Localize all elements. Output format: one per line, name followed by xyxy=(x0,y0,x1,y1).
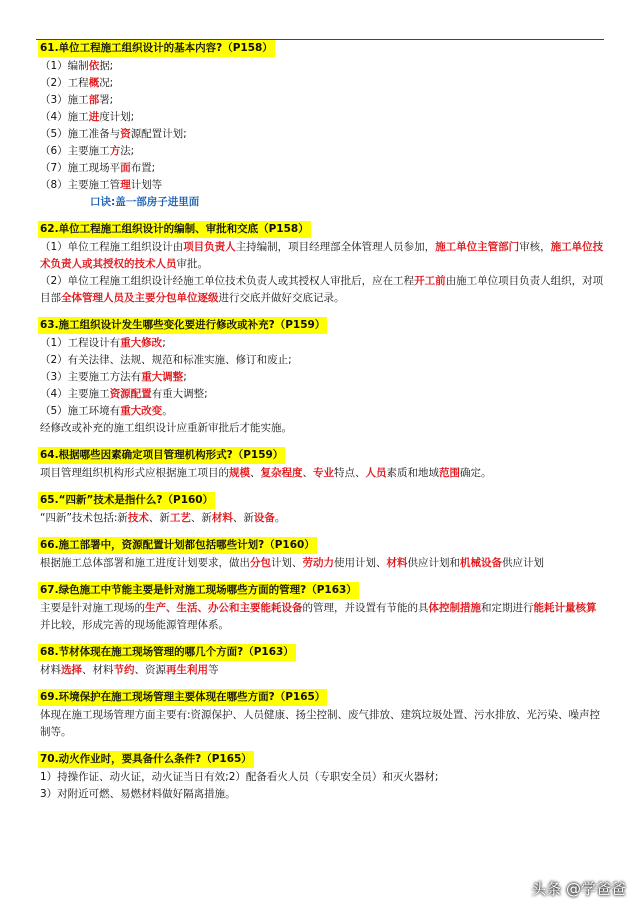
answer-text: 体现在施工现场管理方面主要有:资源保护、人员健康、扬尘控制、废气排放、建筑垃圾处置、污水排放、光污染、噪声控制等。 xyxy=(40,709,601,738)
answer-line xyxy=(38,160,604,177)
answer-line xyxy=(38,420,604,437)
answer-line xyxy=(38,335,604,352)
answer-text: 供应计划 xyxy=(502,557,544,569)
answer-text: 由施工单位项目负责人组织，对项目部 xyxy=(40,275,604,304)
question-heading: 70.动火作业时，要具备什么条件?（P165） xyxy=(38,751,254,768)
document-body xyxy=(38,38,604,811)
answer-text: 和定期进行 xyxy=(481,602,534,614)
answer-line xyxy=(38,92,604,109)
answer-text: 况; xyxy=(99,77,114,89)
answer-line xyxy=(38,239,604,273)
answer-text: 审批。 xyxy=(176,258,208,270)
answer-text: （1）编制 xyxy=(40,60,89,72)
question-heading: 69.环境保护在施工现场管理主要体现在哪些方面?（P165） xyxy=(38,689,327,706)
answer-text: 、资源 xyxy=(134,664,166,676)
highlight-term: 资源配置 xyxy=(109,388,152,400)
highlight-term: 分包 xyxy=(250,557,271,569)
answer-text: 根据施工总体部署和施工进度计划要求，做出 xyxy=(40,557,250,569)
answer-line xyxy=(38,662,604,679)
answer-text: 并比较，形成完善的现场能源管理体系。 xyxy=(40,619,229,631)
highlight-term: 重大修改 xyxy=(120,337,163,349)
answer-text: （6）主要施工 xyxy=(40,145,110,157)
highlight-term: 再生利用 xyxy=(166,664,208,676)
watermark: 头条 @学爸爸 xyxy=(531,880,626,898)
highlight-term: 劳动力 xyxy=(302,557,334,569)
answer-text: 经修改或补充的施工组织设计应重新审批后才能实施。 xyxy=(40,422,292,434)
answer-text: 、新 xyxy=(232,512,254,524)
question-heading: 66.施工部署中，资源配置计划都包括哪些计划?（P160） xyxy=(38,537,317,554)
answer-text: 项目管理组织机构形式应根据施工项目的 xyxy=(40,467,229,479)
answer-text: 等 xyxy=(208,664,219,676)
answer-line xyxy=(38,75,604,92)
answer-text: 、新 xyxy=(148,512,170,524)
answer-text: （1）工程设计有 xyxy=(40,337,121,349)
highlight-term: 开工前 xyxy=(414,275,446,287)
highlight-term: 方 xyxy=(109,145,121,157)
highlight-term: 概 xyxy=(88,77,100,89)
mnemonic: 口诀:盖一部房子进里面 xyxy=(90,196,200,208)
answer-text: （1）单位工程施工组织设计由 xyxy=(40,241,184,253)
answer-line xyxy=(38,600,604,634)
answer-text: 主要是针对施工现场的 xyxy=(40,602,145,614)
answer-text: 署; xyxy=(99,94,114,106)
highlight-term: 材料 xyxy=(386,557,408,569)
answer-text: （4）主要施工 xyxy=(40,388,110,400)
answer-text: 、 xyxy=(250,467,261,479)
answer-line xyxy=(38,769,604,786)
qa-section xyxy=(38,749,604,803)
answer-text: 进行交底并做好交底记录。 xyxy=(218,292,345,304)
answer-text: 1）持操作证、动火证，动火证当日有效;2）配备看火人员（专职安全员）和灭火器材; xyxy=(40,771,439,783)
answer-line xyxy=(38,707,604,741)
highlight-term: 生产、生活、办公和主要能耗设备 xyxy=(145,602,303,614)
highlight-term: 范围 xyxy=(439,467,460,479)
qa-section xyxy=(38,535,604,572)
highlight-term: 工艺 xyxy=(169,512,191,524)
qa-section xyxy=(38,687,604,741)
answer-text: 、材料 xyxy=(82,664,114,676)
highlight-term: 人员 xyxy=(365,467,387,479)
highlight-term: 材料 xyxy=(211,512,233,524)
answer-text: 、新 xyxy=(190,512,212,524)
answer-line xyxy=(38,386,604,403)
question-heading: 62.单位工程施工组织设计的编制、审批和交底（P158） xyxy=(38,221,311,238)
highlight-term: 重大调整 xyxy=(141,371,184,383)
answer-text: （3）施工 xyxy=(40,94,89,106)
answer-line xyxy=(38,273,604,307)
qa-section xyxy=(38,219,604,307)
answer-text: 、 xyxy=(302,467,313,479)
question-heading: 64.根据哪些因素确定项目管理机构形式?（P159） xyxy=(38,447,285,464)
answer-text: 主持编制，项目经理部全体管理人员参加， xyxy=(235,241,436,253)
answer-line xyxy=(38,786,604,803)
highlight-term: 能耗计量核算 xyxy=(533,602,597,614)
answer-text: （7）施工现场平 xyxy=(40,162,121,174)
answer-text: 度计划; xyxy=(99,111,135,123)
question-heading: 67.绿色施工中节能主要是针对施工现场哪些方面的管理?（P163） xyxy=(38,582,359,599)
answer-text: 确定。 xyxy=(460,467,492,479)
highlight-term: 体控制措施 xyxy=(428,602,481,614)
highlight-term: 项目负责人 xyxy=(183,241,236,253)
highlight-term: 进 xyxy=(88,111,100,123)
highlight-term: 节约 xyxy=(113,664,135,676)
highlight-term: 专业 xyxy=(313,467,334,479)
answer-text: 。 xyxy=(274,512,286,524)
highlight-term: 理 xyxy=(120,179,131,191)
answer-line xyxy=(38,510,604,527)
answer-text: 计划等 xyxy=(130,179,163,191)
answer-text: 据; xyxy=(99,60,114,72)
qa-section xyxy=(38,490,604,527)
highlight-term: 设备 xyxy=(253,512,275,524)
answer-line xyxy=(38,126,604,143)
answer-line xyxy=(38,143,604,160)
highlight-term: 规模 xyxy=(229,467,250,479)
qa-section xyxy=(38,38,604,211)
qa-section xyxy=(38,315,604,437)
highlight-term: 全体管理人员及主要分包单位逐级 xyxy=(61,292,219,304)
qa-section xyxy=(38,445,604,482)
highlight-term: 复杂程度 xyxy=(260,467,303,479)
answer-text: ; xyxy=(183,371,187,383)
question-heading: 63.施工组织设计发生哪些变化要进行修改或补充?（P159） xyxy=(38,317,327,334)
answer-text: （4）施工 xyxy=(40,111,89,123)
answer-text: 法; xyxy=(120,145,135,157)
answer-text: ; xyxy=(162,337,166,349)
answer-text: 。 xyxy=(162,405,173,417)
answer-text: 布置; xyxy=(130,162,156,174)
qa-section xyxy=(38,580,604,634)
answer-text: “四新”技术包括:新 xyxy=(40,512,128,524)
highlight-term: 施工单位主管部门 xyxy=(435,241,520,253)
answer-text: 供应计划和 xyxy=(407,557,460,569)
answer-line xyxy=(38,403,604,420)
highlight-term: 施工单位技术负责人或其授权的技术人员 xyxy=(40,241,604,270)
answer-line xyxy=(38,555,604,572)
answer-text: 源配置计划; xyxy=(130,128,187,140)
answer-line xyxy=(38,58,604,75)
highlight-term: 技术 xyxy=(127,512,149,524)
answer-text: 的管理，并设置有节能的具 xyxy=(302,602,429,614)
question-heading: 68.节材体现在施工现场管理的哪几个方面?（P163） xyxy=(38,644,296,661)
answer-text: 审核， xyxy=(519,241,551,253)
highlight-term: 部 xyxy=(88,94,100,106)
answer-text: 材料 xyxy=(40,664,61,676)
answer-text: 素质和地域 xyxy=(386,467,439,479)
highlight-term: 依 xyxy=(88,60,100,72)
answer-text: 有重大调整; xyxy=(151,388,208,400)
answer-text: （2）工程 xyxy=(40,77,89,89)
qa-section xyxy=(38,642,604,679)
answer-line xyxy=(38,352,604,369)
highlight-term: 机械设备 xyxy=(460,557,502,569)
question-heading: 65.“四新”技术是指什么?（P160） xyxy=(38,492,215,509)
answer-text: （2）单位工程施工组织设计经施工单位技术负责人或其授权人审批后，应在工程 xyxy=(40,275,415,287)
answer-text: （3）主要施工方法有 xyxy=(40,371,142,383)
answer-text: 计划、 xyxy=(271,557,303,569)
highlight-term: 选择 xyxy=(61,664,82,676)
answer-text: 3）对附近可燃、易燃材料做好隔离措施。 xyxy=(40,788,236,800)
answer-text: 特点、 xyxy=(334,467,366,479)
answer-text: （2）有关法律、法规、规范和标准实施、修订和废止; xyxy=(40,354,292,366)
answer-line xyxy=(38,109,604,126)
highlight-term: 面 xyxy=(120,162,131,174)
highlight-term: 重大改变 xyxy=(120,405,163,417)
highlight-term: 资 xyxy=(120,128,131,140)
answer-line xyxy=(38,177,604,194)
answer-text: （5）施工准备与 xyxy=(40,128,121,140)
question-heading: 61.单位工程施工组织设计的基本内容?（P158） xyxy=(38,40,275,57)
answer-text: （8）主要施工管 xyxy=(40,179,121,191)
answer-text: 使用计划、 xyxy=(334,557,387,569)
answer-line xyxy=(38,369,604,386)
answer-text: （5）施工环境有 xyxy=(40,405,121,417)
answer-line xyxy=(38,465,604,482)
